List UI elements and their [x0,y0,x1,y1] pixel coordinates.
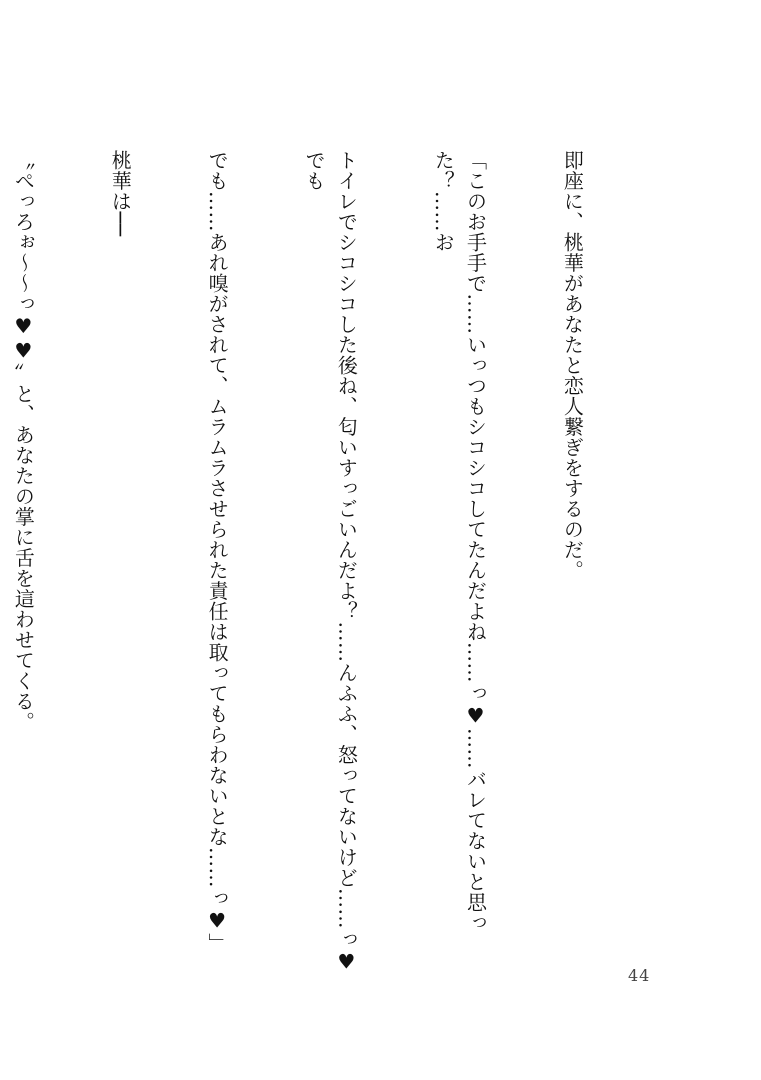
text-line: 〝ぺっろぉ～～っ♥♥〟と、あなたの掌に舌を這わせてくる。 [11,150,36,732]
text-line: トイレでシコシコした後ね、匂いすっごいんだよ？……んふふ、怒ってないけど……っ♥でも [302,150,359,974]
text-line: 即座に、桃華があなたと恋人繋ぎをするのだ。 [560,150,585,581]
text-line: 桃華は── [108,150,133,237]
text-line: でも……あれ嗅がされて、ムラムラさせられた責任は取ってもらわないとな……っ♥」 [205,150,230,954]
vertical-text-body [11,150,653,980]
page-number: 44 [628,966,651,985]
text-line: 「このお手手で……いっつもシコシコしてたんだよね……っ♥……バレてないと思った？……お [431,150,488,933]
